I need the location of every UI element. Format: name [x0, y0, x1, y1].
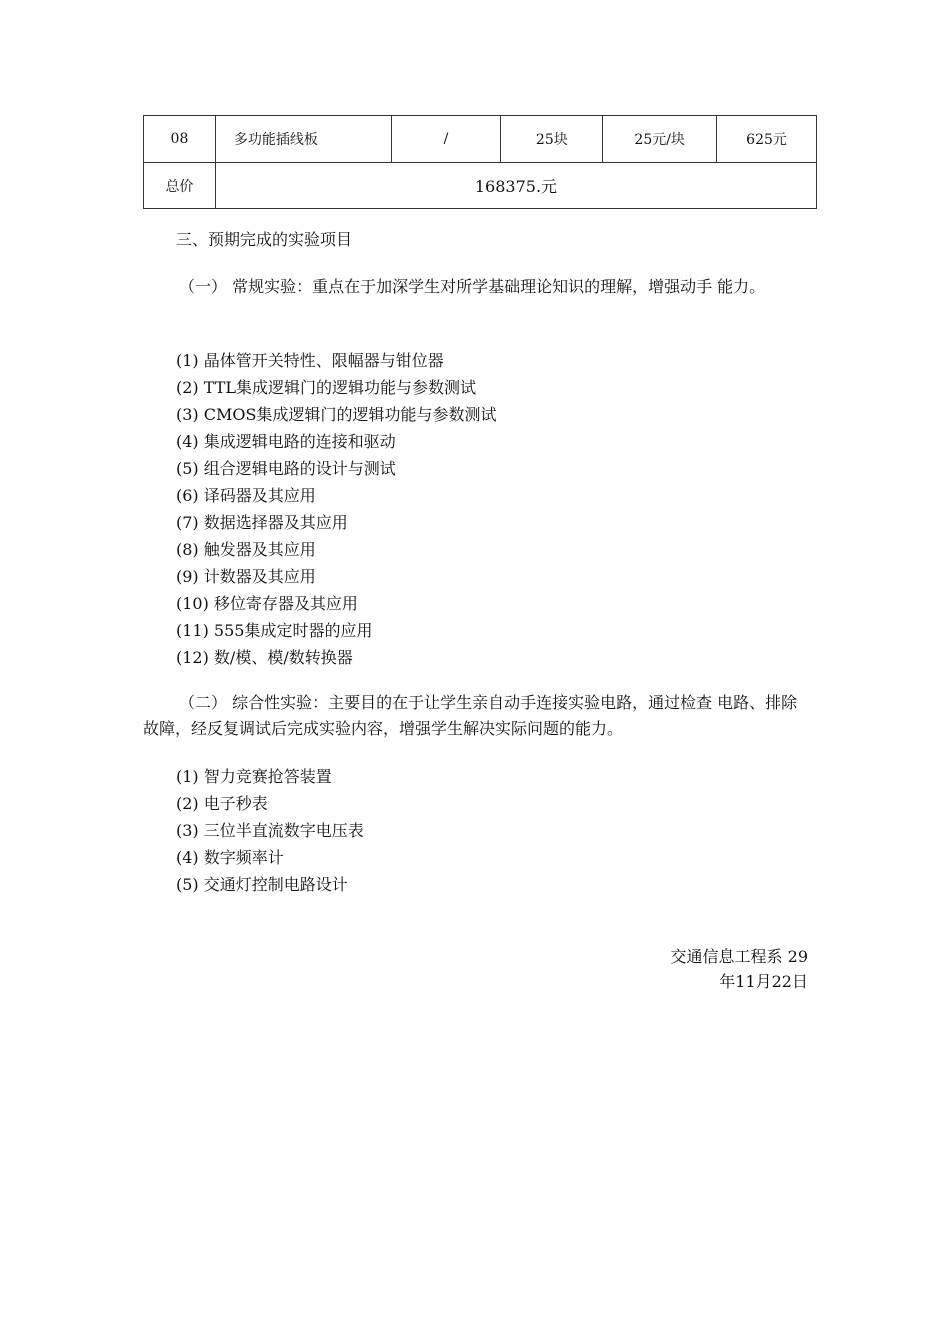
section-heading: 三、预期完成的实验项目: [176, 230, 353, 249]
cell-spec: /: [391, 116, 501, 163]
list-item: (2) 电子秒表: [176, 794, 268, 813]
equipment-table: [143, 115, 817, 209]
list-item: (8) 触发器及其应用: [176, 540, 316, 559]
list-item: (6) 译码器及其应用: [176, 486, 316, 505]
total-label: 总价: [144, 163, 216, 209]
list-item: (12) 数/模、模/数转换器: [176, 648, 353, 667]
list-item: (4) 集成逻辑电路的连接和驱动: [176, 432, 396, 451]
list-item: (5) 交通灯控制电路设计: [176, 875, 348, 894]
part2-intro: （二） 综合性实验：主要目的在于让学生亲自动手连接实验电路，通过检查 电路、排除故障，经反复调试后完成实验内容，增强学生解决实际问题的能力。: [143, 693, 798, 738]
list-item: (5) 组合逻辑电路的设计与测试: [176, 459, 396, 478]
list-item: (1) 晶体管开关特性、限幅器与钳位器: [176, 351, 444, 370]
list-item: (11) 555集成定时器的应用: [176, 621, 373, 640]
table-total-row: [144, 163, 817, 209]
cell-no: 08: [144, 116, 216, 163]
table-row: [144, 116, 817, 163]
cell-total: 625元: [717, 116, 817, 163]
list-item: (7) 数据选择器及其应用: [176, 513, 348, 532]
list-item: (3) CMOS集成逻辑门的逻辑功能与参数测试: [176, 405, 497, 424]
cell-unit-price: 25元/块: [603, 116, 717, 163]
signature-date: 年11月22日: [719, 972, 808, 991]
part1-list: [176, 347, 496, 671]
list-item: (4) 数字频率计: [176, 848, 284, 867]
part2-list: [176, 763, 364, 898]
list-item: (9) 计数器及其应用: [176, 567, 316, 586]
list-item: (1) 智力竞赛抢答装置: [176, 767, 332, 786]
list-item: (10) 移位寄存器及其应用: [176, 594, 358, 613]
signature-block: [671, 944, 808, 994]
cell-qty: 25块: [501, 116, 603, 163]
signature-department: 交通信息工程系 29: [670, 947, 808, 966]
part1-intro: （一） 常规实验：重点在于加深学生对所学基础理论知识的理解，增强动手 能力。: [179, 277, 766, 296]
list-item: (3) 三位半直流数字电压表: [176, 821, 364, 840]
cell-name: 多功能插线板: [215, 116, 391, 163]
total-value: 168375.元: [215, 163, 816, 209]
list-item: (2) TTL集成逻辑门的逻辑功能与参数测试: [176, 378, 477, 397]
